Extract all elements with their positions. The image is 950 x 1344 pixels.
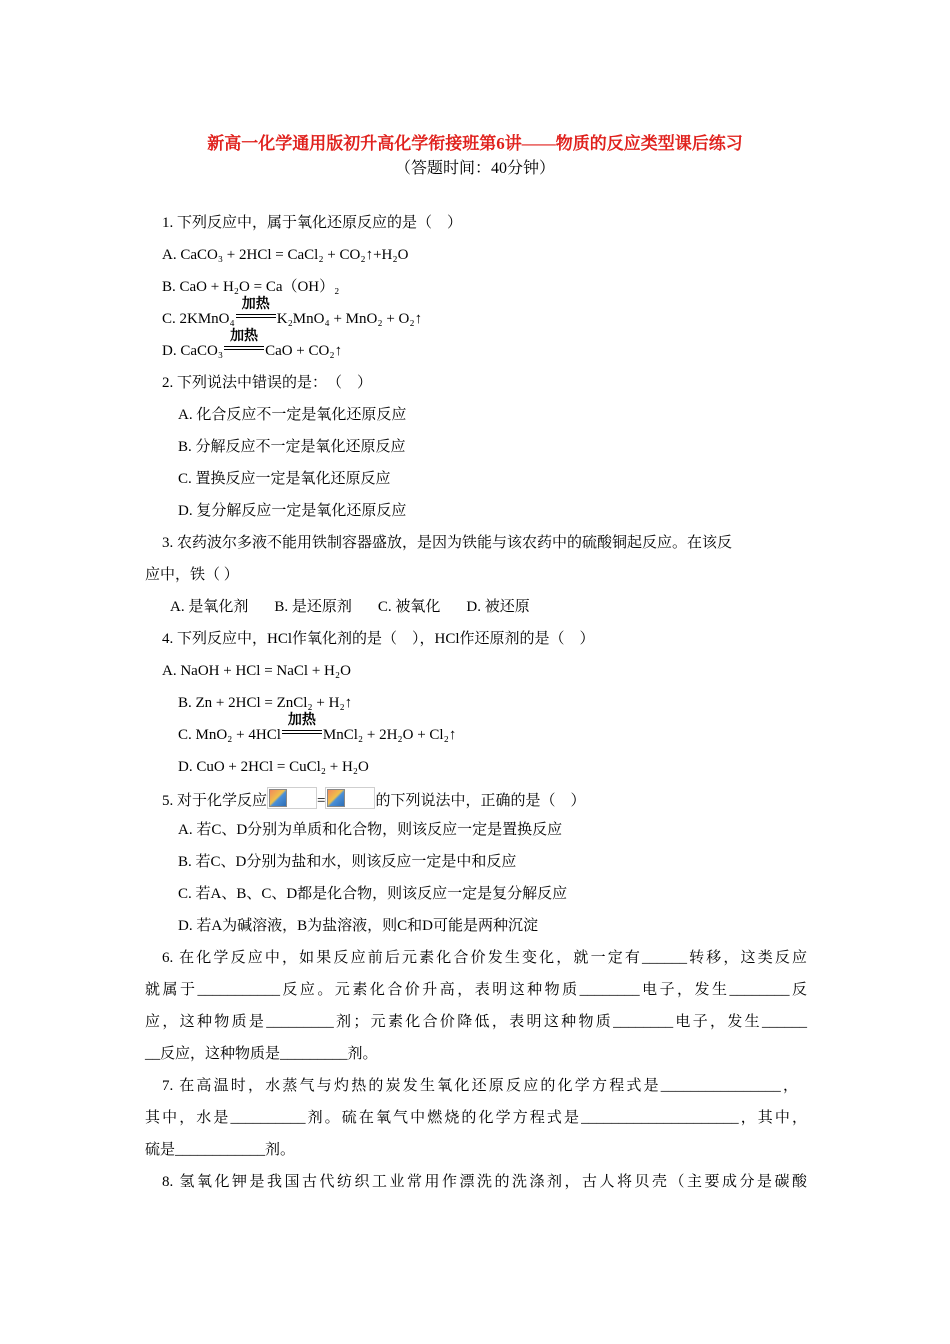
q5-stem-left: 5. 对于化学反应 (162, 793, 268, 809)
q3-line1: 3. 农药波尔多液不能用铁制容器盛放，是因为铁能与该农药中的硫酸铜起反应。在该反 (162, 535, 733, 551)
heat-label: 加热 (287, 713, 316, 728)
q1-d-product: CaO + CO₂↑ (265, 343, 343, 359)
q5-stem (162, 787, 586, 811)
q2-option-a: A. 化合反应不一定是氧化还原反应 (178, 407, 407, 423)
q4-option-a: A. NaOH + HCl = NaCl + H₂O (162, 663, 351, 679)
q5-option-b: B. 若C、D分别为盐和水，则该反应一定是中和反应 (178, 854, 517, 870)
q1-c-product: K₂MnO₄ + MnO₂ + O₂↑ (276, 311, 423, 327)
q3-option-b: B. 是还原剂 (274, 599, 352, 615)
q8-line1: 8. 氢氧化钾是我国古代纺织工业常用作漂洗的洗涤剂，古人将贝壳（主要成分是碳酸 (162, 1174, 807, 1190)
page-title: 新高一化学通用版初升高化学衔接班第6讲——物质的反应类型课后练习 (207, 134, 743, 153)
q4-option-d: D. CuO + 2HCl = CuCl₂ + H₂O (178, 759, 369, 775)
q2-option-d: D. 复分解反应一定是氧化还原反应 (178, 503, 407, 519)
q3-options (170, 597, 530, 617)
q3-option-c: C. 被氧化 (377, 599, 441, 615)
q1-stem: 1. 下列反应中，属于氧化还原反应的是（ ） (162, 215, 463, 231)
q6-line2: 就属于___________反应。元素化合价升高，表明这种物质________电子，发生________反 (145, 982, 807, 998)
q1-option-a: A. CaCO₃ + 2HCl = CaCl₂ + CO₂↑+H₂O (162, 247, 409, 263)
q6-line1: 6. 在化学反应中，如果反应前后元素化合价发生变化，就一定有______转移，这类反应 (162, 950, 807, 966)
heat-label: 加热 (241, 297, 270, 312)
q4-c-reactant: C. MnO₂ + 4HCl (178, 727, 281, 743)
q1-option-d (162, 329, 343, 361)
q7-line3: 硫是____________剂。 (145, 1142, 296, 1158)
q1-option-c (162, 297, 423, 329)
q3-line2: 应中，铁（ ） (145, 567, 239, 583)
q5-equals: = (317, 793, 326, 809)
q5-option-a: A. 若C、D分别为单质和化合物，则该反应一定是置换反应 (178, 822, 563, 838)
q5-option-c: C. 若A、B、C、D都是化合物，则该反应一定是复分解反应 (178, 886, 568, 902)
q2-stem: 2. 下列说法中错误的是： （ ） (162, 375, 373, 391)
q6-line4: __反应，这种物质是_________剂。 (145, 1046, 378, 1062)
q3-option-d: D. 被还原 (466, 599, 530, 615)
q2-option-c: C. 置换反应一定是氧化还原反应 (178, 471, 391, 487)
q5-option-d: D. 若A为碱溶液，B为盐溶液，则C和D可能是两种沉淀 (178, 918, 539, 934)
q1-c-reactant: C. 2KMnO₄ (162, 311, 235, 327)
q4-option-b: B. Zn + 2HCl = ZnCl₂ + H₂↑ (178, 695, 353, 711)
q2-option-b: B. 分解反应不一定是氧化还原反应 (178, 439, 406, 455)
q5-stem-right: 的下列说法中，正确的是（ ） (375, 793, 586, 809)
q1-option-b: B. CaO + H₂O = Ca（OH）₂ (162, 279, 340, 295)
time-note: （答题时间：40分钟） (394, 160, 555, 177)
broken-image-icon (325, 787, 375, 809)
heat-label: 加热 (230, 329, 259, 344)
heat-condition-sign (282, 713, 322, 741)
q4-c-product: MnCl₂ + 2H₂O + Cl₂↑ (322, 727, 457, 743)
q3-option-a: A. 是氧化剂 (170, 599, 249, 615)
q4-stem: 4. 下列反应中，HCl作氧化剂的是（ ），HCl作还原剂的是（ ） (162, 631, 595, 647)
heat-condition-sign (224, 329, 264, 357)
q7-line1: 7. 在高温时，水蒸气与灼热的炭发生氧化还原反应的化学方程式是________________， (162, 1078, 798, 1094)
q7-line2: 其中，水是__________剂。硫在氧气中燃烧的化学方程式是_____________________，其中， (145, 1110, 807, 1126)
heat-condition-sign (236, 297, 276, 325)
q4-option-c (178, 713, 457, 745)
q6-line3: 应，这种物质是_________剂；元素化合价降低，表明这种物质________电子，发生______ (145, 1014, 807, 1030)
q1-d-reactant: D. CaCO₃ (162, 343, 224, 359)
broken-image-icon (267, 787, 317, 809)
